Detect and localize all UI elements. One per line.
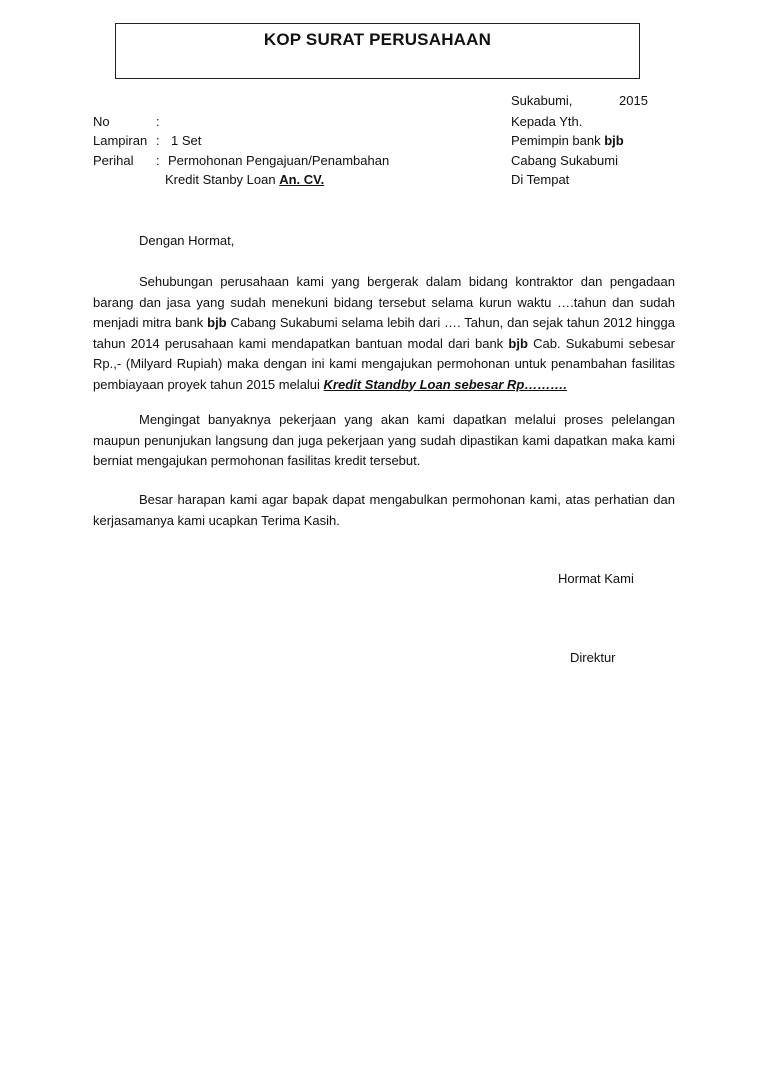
lampiran-label: Lampiran <box>93 133 148 148</box>
no-label: No <box>93 114 110 129</box>
bank-name-1: bjb <box>207 315 227 330</box>
closing-jabatan: Direktur <box>570 650 616 665</box>
lampiran-sep: : <box>156 133 160 148</box>
date-year: 2015 <box>619 93 648 108</box>
lampiran-value: 1 Set <box>171 133 202 148</box>
perihal-label: Perihal <box>93 153 134 168</box>
recipient-cabang: Cabang Sukabumi <box>511 153 618 168</box>
perihal-company: An. CV. <box>279 172 325 187</box>
letterhead-title: KOP SURAT PERUSAHAAN <box>263 30 492 49</box>
paragraph-2: Mengingat banyaknya pekerjaan yang akan kami dapatkan melalui proses pelelangan maupun penunjukan langsung dan juga pekerjaan yang sudah dipastikan kami dapatkan maka kami berniat mengajukan permohonan fasilitas kredit tersebut. <box>93 412 675 468</box>
recipient-pemimpin: Pemimpin bank bjb <box>511 133 624 148</box>
date-city: Sukabumi, <box>511 93 573 108</box>
loan-amount: Kredit Standby Loan sebesar Rp………. <box>323 376 567 392</box>
perihal-line1: Permohonan Pengajuan/Penambahan <box>168 153 390 168</box>
greeting: Dengan Hormat, <box>139 233 235 248</box>
recipient-tempat: Di Tempat <box>511 172 570 187</box>
recipient-bank: bjb <box>604 133 624 148</box>
paragraph-1: Sehubungan perusahaan kami yang bergerak dalam bidang kontraktor dan pengadaan barang dan jasa yang sudah menekuni bidang tersebut selama kurun waktu ….tahun dan sudah menjadi mitra bank bjb Cabang Sukabumi selama lebih dari …. Tahun, dan sejak tahun 2012 hingga tahun 2014 perusahaan kami mendapatkan bantuan modal dari bank bjb Cab. Sukabumi sebesar Rp.,- (Milyard Rupiah) maka dengan ini kami mengajukan permohonan untuk penambahan fasilitas pembiayaan proyek tahun 2015 melalui Kredit Standby Loan sebesar Rp………. <box>93 274 675 392</box>
letterhead-box <box>115 23 640 79</box>
closing-hormat: Hormat Kami <box>558 571 634 586</box>
bank-name-2: bjb <box>508 335 528 351</box>
perihal-line2: Kredit Stanby Loan An. CV. <box>165 172 325 187</box>
paragraph-3: Besar harapan kami agar bapak dapat mengabulkan permohonan kami, atas perhatian dan kerjasamanya kami ucapkan Terima Kasih. <box>93 492 675 528</box>
no-sep: : <box>156 114 160 129</box>
perihal-sep: : <box>156 153 160 168</box>
recipient-kepada: Kepada Yth. <box>511 114 583 129</box>
